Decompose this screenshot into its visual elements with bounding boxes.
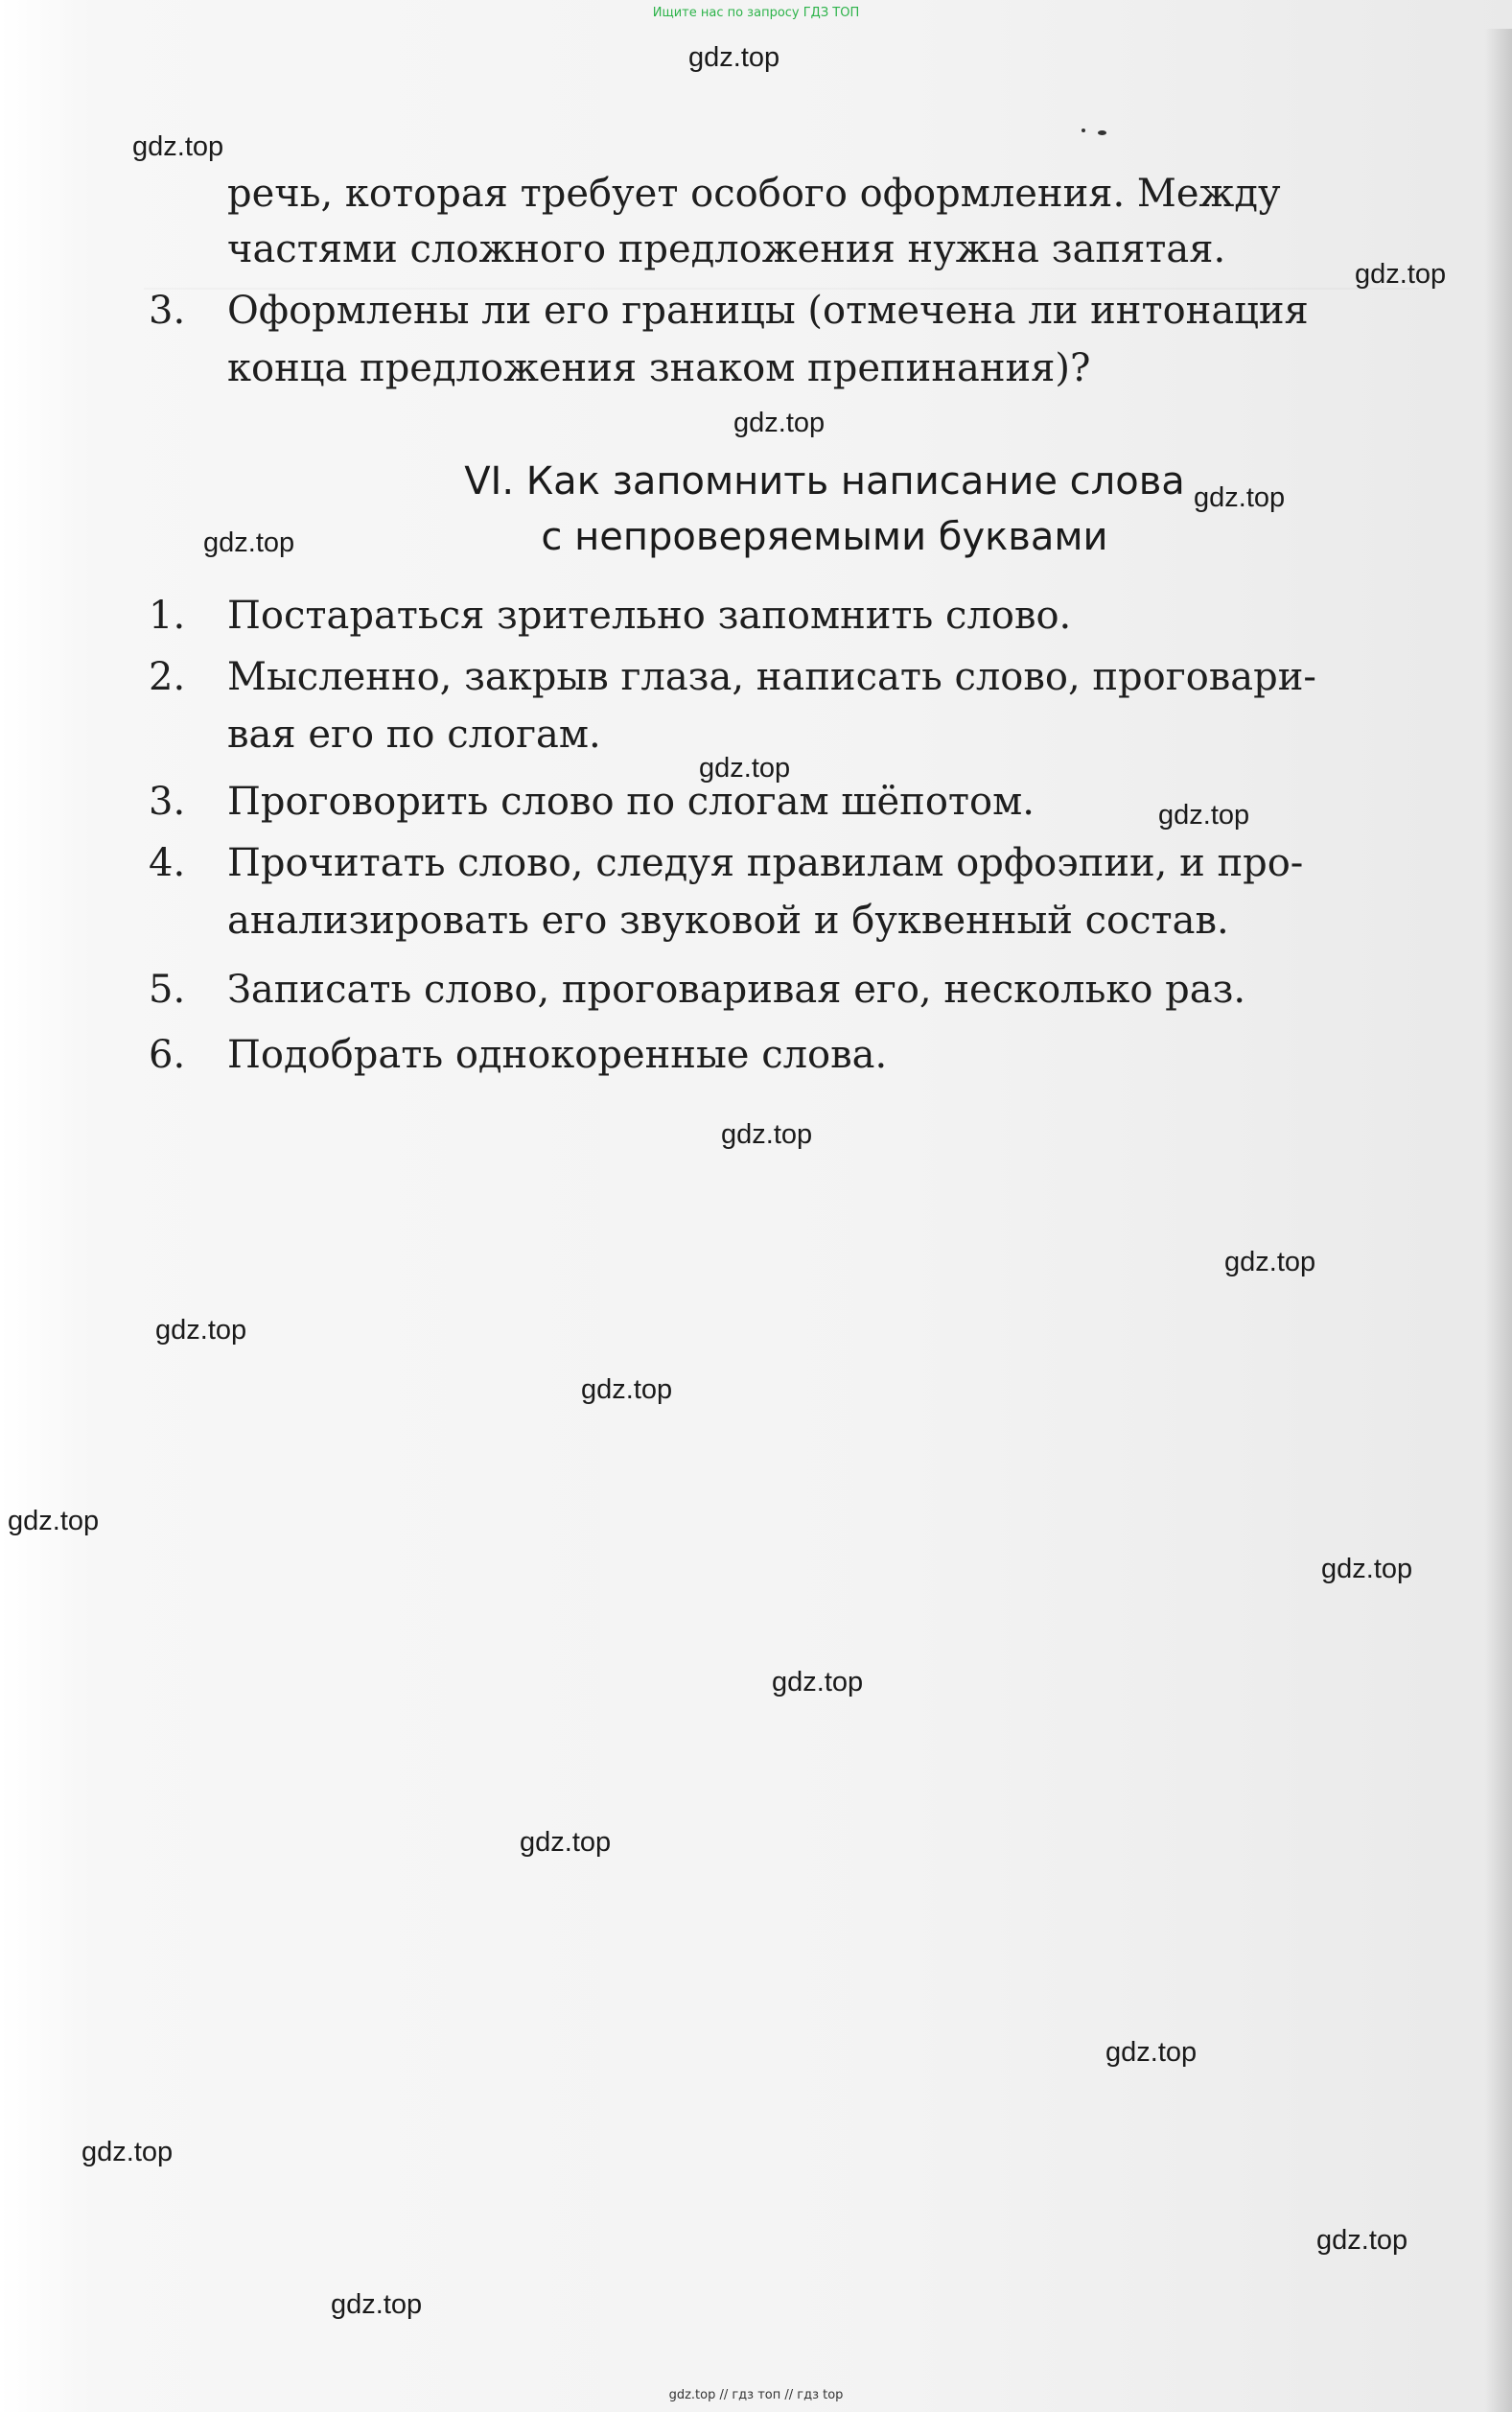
scan-speck (1098, 130, 1106, 135)
top-note: Ищите нас по запросу ГДЗ ТОП (652, 6, 860, 20)
watermark: gdz.top (331, 2289, 423, 2320)
item-text-line-1: Проговорить слово по слогам шёпотом. (227, 780, 1035, 824)
bottom-note: gdz.top // гдз топ // гдз top (668, 2388, 844, 2402)
item-number: 4. (149, 841, 186, 885)
scan-speck (1082, 129, 1085, 132)
list-item-2 (149, 648, 1416, 763)
watermark: gdz.top (721, 1119, 813, 1150)
watermark: gdz.top (699, 753, 791, 784)
item-text-line-1: Записать слово, проговаривая его, несколько раз. (227, 968, 1246, 1012)
watermark: gdz.top (733, 408, 826, 438)
list-item-1 (149, 587, 1416, 644)
item-number: 2. (149, 655, 186, 699)
watermark: gdz.top (1316, 2225, 1408, 2256)
watermark: gdz.top (1224, 1247, 1316, 1277)
continuation-line-1: речь, которая требует особого оформления. Между (227, 172, 1281, 216)
watermark: gdz.top (520, 1827, 612, 1858)
watermark: gdz.top (772, 1667, 864, 1698)
item-number: 3. (149, 780, 186, 824)
item-number: 5. (149, 968, 186, 1012)
watermark: gdz.top (1158, 800, 1250, 831)
item-text-line-1: Оформлены ли его границы (отмечена ли интонация (227, 289, 1309, 333)
watermark: gdz.top (8, 1506, 100, 1536)
list-item-6 (149, 1026, 1416, 1084)
item-text-line-1: Постараться зрительно запомнить слово. (227, 594, 1072, 638)
item-number: 3. (149, 289, 186, 333)
watermark: gdz.top (1355, 259, 1447, 290)
section-heading-line-2: с непроверяемыми буквами (541, 515, 1108, 559)
item-number: 6. (149, 1033, 186, 1077)
section-heading-line-1: VI. Как запомнить написание слова (464, 459, 1185, 503)
checklist-item-3 (149, 282, 1416, 397)
item-text-line-2: конца предложения знаком препинания)? (227, 346, 1091, 390)
continuation-line-2: частями сложного предложения нужна запятая. (227, 227, 1226, 271)
item-number: 1. (149, 594, 186, 638)
watermark: gdz.top (203, 527, 295, 558)
watermark: gdz.top (1105, 2037, 1198, 2068)
item-text-line-2: вая его по слогам. (227, 713, 601, 757)
watermark: gdz.top (1194, 482, 1286, 513)
item-text-line-1: Мысленно, закрыв глаза, написать слово, проговари- (227, 655, 1316, 699)
watermark: gdz.top (688, 42, 780, 73)
watermark: gdz.top (155, 1315, 247, 1346)
watermark: gdz.top (581, 1374, 673, 1405)
list-item-5 (149, 961, 1416, 1019)
list-item-4 (149, 834, 1416, 949)
item-text-line-1: Подобрать однокоренные слова. (227, 1033, 888, 1077)
item-text-line-2: анализировать его звуковой и буквенный состав. (227, 899, 1229, 943)
watermark: gdz.top (132, 131, 224, 162)
watermark: gdz.top (81, 2137, 174, 2167)
item-text-line-1: Прочитать слово, следуя правилам орфоэпии, и про- (227, 841, 1304, 885)
watermark: gdz.top (1321, 1554, 1413, 1584)
